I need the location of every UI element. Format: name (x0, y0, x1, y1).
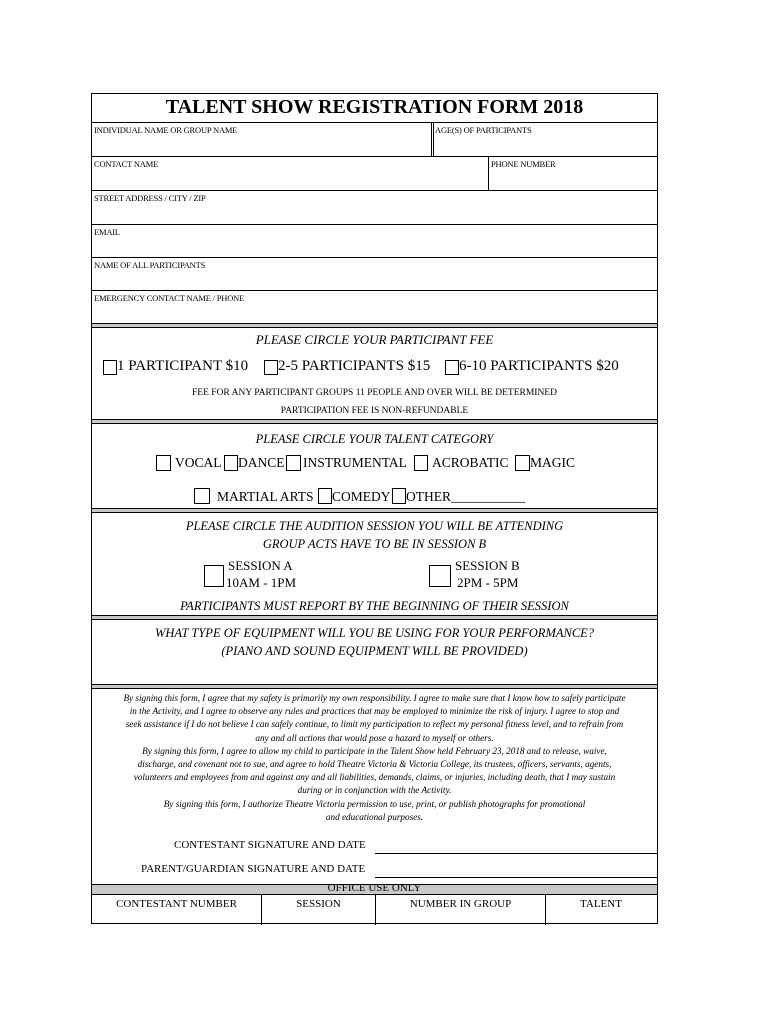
fee-heading: PLEASE CIRCLE YOUR PARTICIPANT FEE (255, 332, 494, 347)
equipment-field[interactable] (92, 660, 657, 684)
martial-arts-checkbox[interactable] (194, 488, 210, 504)
divider (431, 122, 432, 156)
magic-label: MAGIC (530, 455, 576, 470)
other-label: OTHER___________ (406, 489, 526, 504)
dance-checkbox[interactable] (224, 455, 238, 471)
fee-note-groups: FEE FOR ANY PARTICIPANT GROUPS 11 PEOPLE AND OVER WILL BE DETERMINED (192, 388, 557, 398)
office-session: SESSION (296, 898, 341, 910)
waiver-line: volunteers and employees from and against any and all liabilities, demands, claims, or injuries, including death, that I may sustain (133, 772, 616, 783)
waiver-line: seek assistance if I do not believe I can safely continue, to limit my participation to reflect my personal fitness level, and to refrain from (125, 719, 624, 730)
group-name-label: INDIVIDUAL NAME OR GROUP NAME (94, 125, 238, 135)
fee-2-checkbox[interactable] (264, 360, 278, 375)
address-field[interactable] (92, 202, 657, 224)
comedy-checkbox[interactable] (318, 488, 332, 504)
vocal-label: VOCAL (175, 455, 222, 470)
session-a-checkbox[interactable] (204, 565, 224, 587)
fee-note-nonrefundable: PARTICIPATION FEE IS NON-REFUNDABLE (280, 406, 469, 416)
session-a-time: 10AM - 1PM (226, 575, 297, 590)
parent-signature-label: PARENT/GUARDIAN SIGNATURE AND DATE (141, 863, 366, 875)
group-name-field[interactable] (92, 134, 430, 156)
office-use-heading: OFFICE USE ONLY (327, 882, 422, 894)
section-band (92, 615, 657, 620)
equipment-question: WHAT TYPE OF EQUIPMENT WILL YOU BE USING FOR YOUR PERFORMANCE? (154, 626, 595, 640)
waiver-line: discharge, and covenant not to sue, and agree to hold Theatre Victoria & Victoria College, its trustees, officers, servants, agents, (137, 759, 612, 770)
fee-3-checkbox[interactable] (445, 360, 459, 375)
contestant-signature-line[interactable] (375, 853, 657, 854)
equipment-note: (PIANO AND SOUND EQUIPMENT WILL BE PROVIDED) (221, 644, 528, 658)
divider (92, 224, 657, 225)
waiver-line: By signing this form, I authorize Theatre Victoria permission to use, print, or publish photographs for promotional (163, 798, 586, 809)
ages-field[interactable] (434, 134, 654, 156)
section-band (92, 684, 657, 689)
divider (92, 122, 657, 123)
contact-name-field[interactable] (92, 168, 487, 190)
parent-signature-line[interactable] (375, 877, 657, 878)
session-b-time: 2PM - 5PM (457, 575, 519, 590)
fee-1-checkbox[interactable] (103, 360, 117, 375)
session-heading: PLEASE CIRCLE THE AUDITION SESSION YOU WILL BE ATTENDING (185, 519, 564, 533)
session-a-label: SESSION A (228, 558, 293, 573)
section-band (92, 508, 657, 513)
office-talent: TALENT (580, 898, 622, 910)
email-label: EMAIL (94, 227, 120, 237)
waiver-line: during or in conjunction with the Activity. (297, 785, 452, 796)
instrumental-checkbox[interactable] (286, 455, 301, 471)
dance-label: DANCE (238, 455, 285, 470)
phone-label: PHONE NUMBER (491, 159, 556, 169)
waiver-line: any and all actions that would pose a hazard to myself or others. (255, 732, 494, 743)
address-label: STREET ADDRESS / CITY / ZIP (94, 193, 206, 203)
waiver-line: in the Activity, and I agree to observe any rules and practices that may be employed to minimize the risk of injury. I agree to stop and (129, 706, 620, 717)
divider (92, 290, 657, 291)
office-number-in-group: NUMBER IN GROUP (409, 898, 512, 910)
waiver-text (92, 692, 657, 824)
phone-field[interactable] (489, 168, 654, 190)
section-band (92, 323, 657, 328)
acrobatic-label: ACROBATIC (432, 455, 509, 470)
session-b-checkbox[interactable] (429, 565, 451, 587)
contact-name-label: CONTACT NAME (94, 159, 159, 169)
section-band (92, 419, 657, 424)
magic-checkbox[interactable] (515, 455, 530, 471)
waiver-line: and educational purposes. (325, 811, 424, 822)
all-participants-field[interactable] (92, 269, 657, 290)
vocal-checkbox[interactable] (156, 455, 171, 471)
session-report-note: PARTICIPANTS MUST REPORT BY THE BEGINNING OF THEIR SESSION (180, 599, 569, 613)
instrumental-label: INSTRUMENTAL (303, 455, 407, 470)
divider (92, 190, 657, 191)
fee-1-label: 1 PARTICIPANT $10 (117, 358, 249, 374)
session-b-label: SESSION B (455, 558, 520, 573)
waiver-line: By signing this form, I agree to allow my child to participate in the Talent Show held February 23, 2018 and to release, waive, (142, 745, 607, 756)
registration-form (91, 93, 658, 924)
waiver-line: By signing this form, I agree that my safety is primarily my own responsibility. I agree to make sure that I know how to safely participate (123, 693, 626, 703)
talent-heading: PLEASE CIRCLE YOUR TALENT CATEGORY (255, 432, 494, 446)
fee-3-label: 6-10 PARTICIPANTS $20 (459, 358, 619, 374)
comedy-label: COMEDY (332, 489, 391, 504)
fee-2-label: 2-5 PARTICIPANTS $15 (278, 358, 431, 374)
divider (92, 156, 657, 157)
ages-label: AGE(S) OF PARTICIPANTS (435, 125, 532, 135)
contestant-signature-label: CONTESTANT SIGNATURE AND DATE (174, 839, 366, 851)
session-group-note: GROUP ACTS HAVE TO BE IN SESSION B (262, 537, 487, 551)
office-contestant-number: CONTESTANT NUMBER (116, 898, 237, 910)
divider (92, 257, 657, 258)
other-checkbox[interactable] (392, 488, 406, 504)
martial-arts-label: MARTIAL ARTS (217, 489, 314, 504)
acrobatic-checkbox[interactable] (414, 455, 428, 471)
emergency-contact-field[interactable] (92, 302, 657, 323)
email-field[interactable] (92, 236, 657, 258)
all-participants-label: NAME OF ALL PARTICIPANTS (94, 260, 206, 270)
emergency-contact-label: EMERGENCY CONTACT NAME / PHONE (94, 293, 245, 303)
form-title: TALENT SHOW REGISTRATION FORM 2018 (165, 96, 584, 118)
